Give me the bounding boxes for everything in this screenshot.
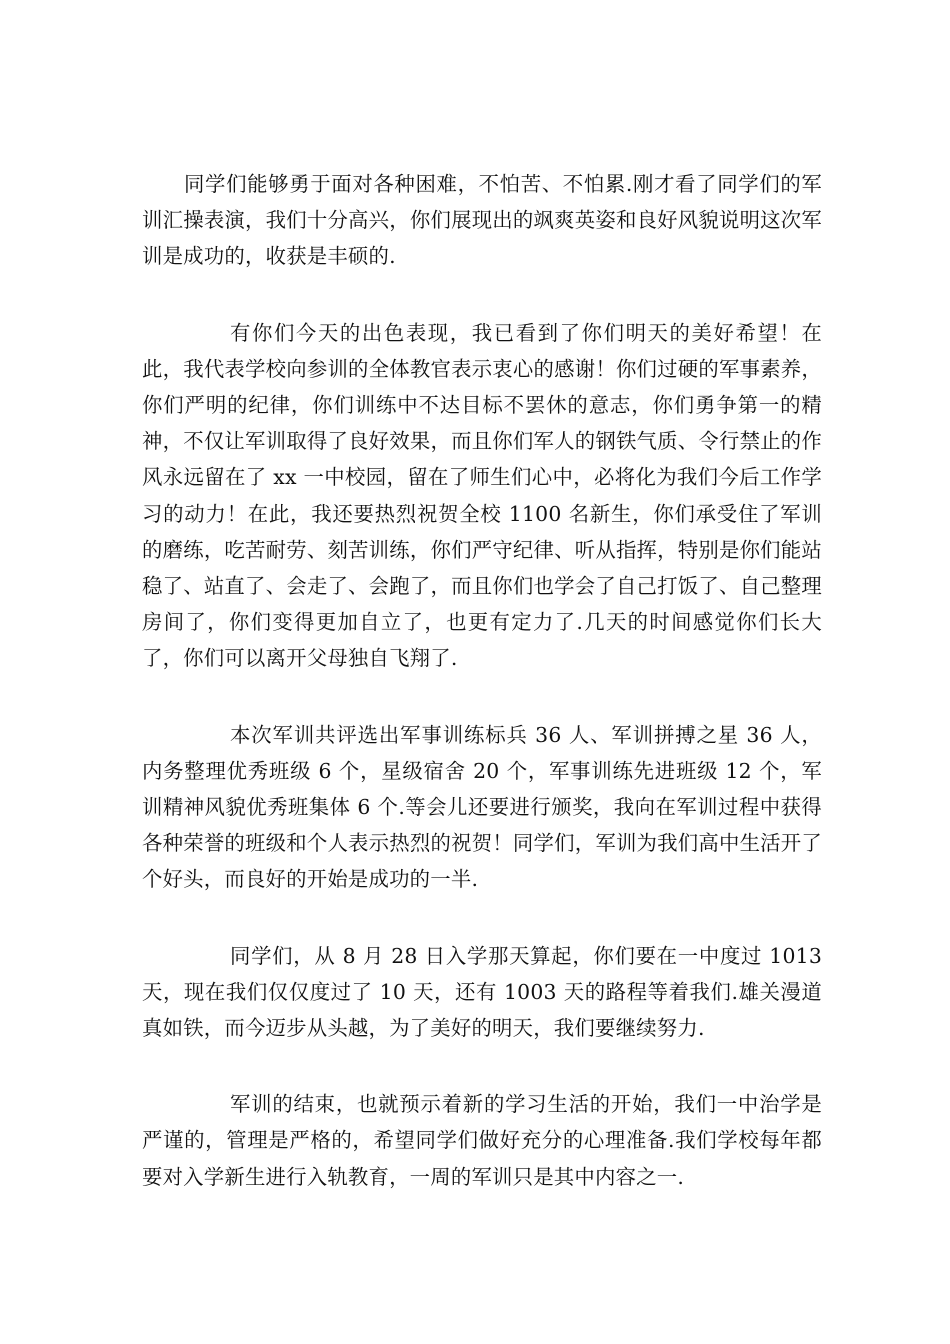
paragraph-5: 军训的结束，也就预示着新的学习生活的开始，我们一中治学是严谨的，管理是严格的，希望同学们做好充分的心理准备.我们学校每年都要对入学新生进行入轨教育，一周的军训只是其中内容之一. (142, 1092, 822, 1189)
document-page (142, 166, 822, 1195)
paragraph-3: 本次军训共评选出军事训练标兵 36 人、军训拼搏之星 36 人，内务整理优秀班级 6 个，星级宿舍 20 个，军事训练先进班级 12 个，军训精神风貌优秀班集体 6 个.等会儿还要进行颁奖，我向在军训过程中获得各种荣誉的班级和个人表示热烈的祝贺！同学们，军训为我们高中生活开了个好头，而良好的开始是成功的一半. (142, 722, 822, 892)
paragraph-4: 同学们，从 8 月 28 日入学那天算起，你们要在一中度过 1013 天，现在我们仅仅度过了 10 天，还有 1003 天的路程等着我们.雄关漫道真如铁，而今迈步从头越，为了美好的明天，我们要继续努力. (142, 943, 822, 1041)
paragraph-2: 有你们今天的出色表现，我已看到了你们明天的美好希望！在此，我代表学校向参训的全体教官表示衷心的感谢！你们过硬的军事素养，你们严明的纪律，你们训练中不达目标不罢休的意志，你们勇争第一的精神，不仅让军训取得了良好效果，而且你们军人的钢铁气质、令行禁止的作风永远留在了 xx 一中校园，留在了师生们心中，必将化为我们今后工作学习的动力！在此，我还要热烈祝贺全校 1100 名新生，你们承受住了军训的磨练，吃苦耐劳、刻苦训练，你们严守纪律、听从指挥，特别是你们能站稳了、站直了、会走了、会跑了，而且你们也学会了自己打饭了、自己整理房间了，你们变得更加自立了，也更有定力了.几天的时间感觉你们长大了，你们可以离开父母独自飞翔了. (142, 320, 822, 671)
paragraph-1: 同学们能够勇于面对各种困难，不怕苦、不怕累.刚才看了同学们的军训汇操表演，我们十分高兴，你们展现出的飒爽英姿和良好风貌说明这次军训是成功的，收获是丰硕的. (142, 172, 822, 269)
